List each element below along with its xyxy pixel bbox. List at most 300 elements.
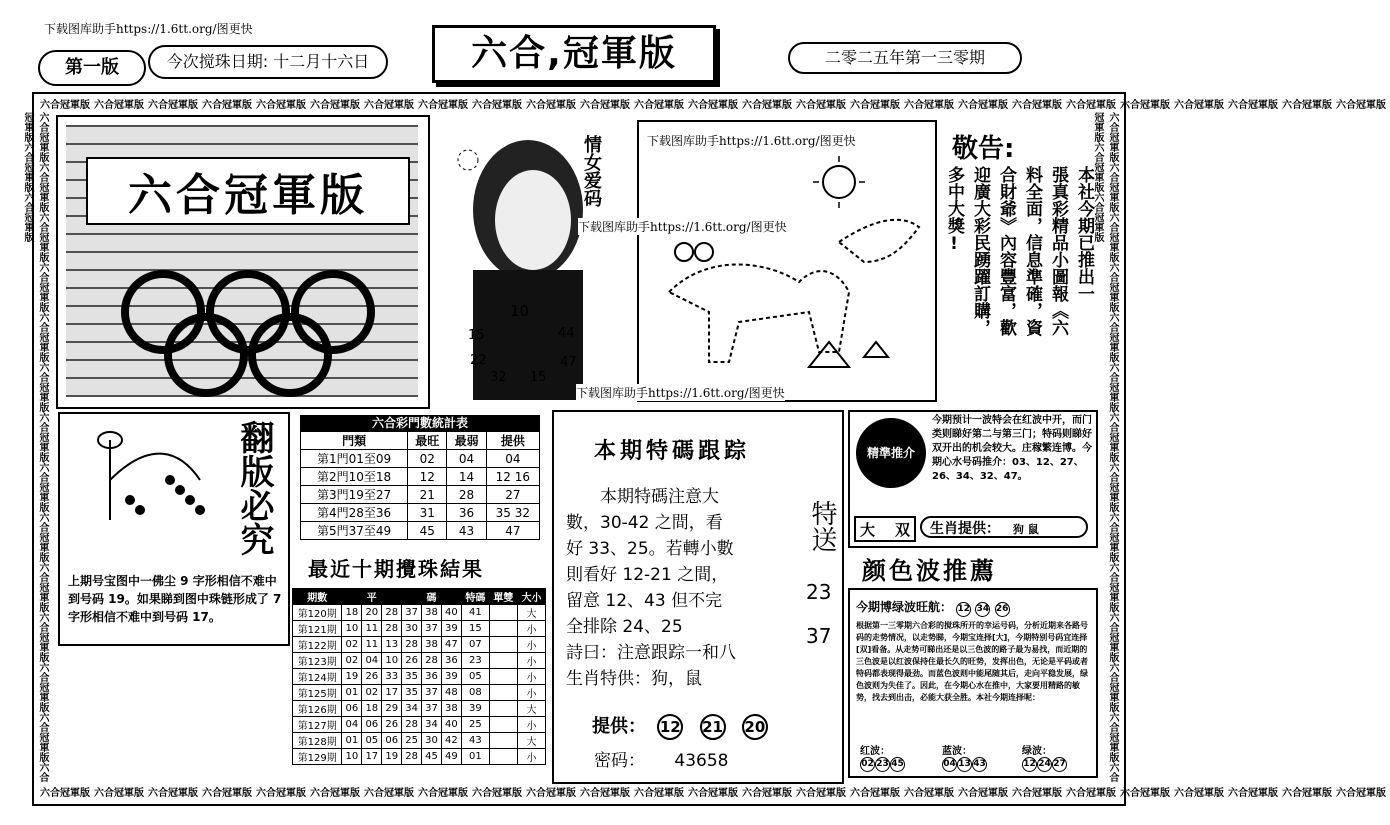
results-cell: 30	[422, 733, 442, 749]
border-text: 六合冠軍版	[1107, 612, 1118, 662]
results-cell: 02	[342, 653, 362, 669]
border-text: 六合冠軍版	[1336, 100, 1386, 111]
border-text: 六合冠軍版	[256, 100, 306, 111]
border-pattern-right	[1092, 112, 1120, 782]
flip-title: 翻版必究	[234, 420, 274, 556]
zodiac-pill	[920, 516, 1088, 538]
results-cell	[489, 653, 517, 669]
predict-badge: 精準推介	[856, 418, 926, 488]
track-text	[566, 484, 801, 692]
border-text: 六合冠軍版	[37, 412, 48, 462]
border-text: 六合冠軍版	[364, 788, 414, 799]
results-cell: 35	[402, 669, 422, 685]
results-header: 特碼	[461, 589, 489, 605]
results-cell: 小	[517, 749, 545, 765]
flip-panel	[58, 412, 290, 646]
notice-column: 本社今期已推出一	[1074, 166, 1094, 302]
track-line: 留意 12、43 但不完	[566, 591, 723, 611]
border-text: 六合冠軍版	[37, 612, 48, 662]
results-cell: 06	[342, 701, 362, 717]
results-cell: 小	[517, 621, 545, 637]
door-table-panel	[300, 415, 540, 540]
border-text: 六合冠軍版	[1282, 788, 1332, 799]
results-cell: 小	[517, 717, 545, 733]
border-text: 六合冠軍版	[1107, 712, 1118, 762]
border-text: 六合冠軍版	[37, 212, 48, 262]
results-cell: 48	[441, 685, 461, 701]
border-text: 六合冠軍版	[1228, 100, 1278, 111]
border-pattern-left	[22, 112, 50, 782]
notice-column: 張真彩精品小圖報《六	[1048, 166, 1068, 336]
border-text: 六合冠軍版	[1107, 462, 1118, 512]
border-text: 六合冠軍版	[1107, 412, 1118, 462]
results-cell: 大	[517, 701, 545, 717]
results-cell: 25	[402, 733, 422, 749]
results-table	[292, 588, 546, 765]
hot-ball: 26	[995, 602, 1010, 617]
results-cell: 45	[422, 749, 442, 765]
results-cell: 20	[362, 605, 382, 621]
border-text: 六合冠軍版	[526, 100, 576, 111]
door-table-row	[301, 450, 540, 468]
border-text: 六合冠軍版	[22, 142, 33, 192]
results-cell: 01	[342, 733, 362, 749]
border-text: 六合冠軍版	[1012, 100, 1062, 111]
double-label: 双	[894, 521, 910, 539]
color-analysis-text: 根据第一三零期六合彩的搅珠所开的幸运号码，分析近期来各路号码的走势情况，以走势睇，今期宝连择[大]，今期特别号码宜连择[双]看备。从走势可睇出还是以三色波的路子最为易找，而近期的三色波是以红波保持住最长久的旺势，发挥出色，无论是平码或者特码都表现得最劲。而蓝色波则中能尾随其后，走向平稳发展，绿色波则为失佳了。因此，在今期心水在推中，大家要用精路的敏势，找去到出击，必能大获全胜。本社今期连择呢：	[856, 621, 1088, 702]
red-wave-label: 红波：	[860, 746, 890, 757]
results-cell: 02	[362, 685, 382, 701]
border-text: 六合冠軍版	[37, 662, 48, 712]
code-row	[594, 746, 729, 771]
results-cell: 第121期	[293, 621, 342, 637]
results-cell: 34	[402, 701, 422, 717]
results-cell: 26	[362, 669, 382, 685]
border-text: 六合冠軍版	[1107, 512, 1118, 562]
border-text: 六合冠軍版	[634, 788, 684, 799]
results-cell: 19	[382, 749, 402, 765]
door-table-cell: 14	[447, 468, 486, 486]
border-text: 六合冠軍版	[1092, 112, 1118, 782]
track-panel	[552, 410, 844, 784]
results-cell: 17	[382, 685, 402, 701]
hot-ball: 34	[975, 602, 990, 617]
results-title: 最近十期攪珠結果	[308, 557, 484, 581]
supply-ball: 12	[657, 714, 683, 740]
code-label: 密码：	[594, 751, 645, 771]
border-pattern-bottom	[40, 784, 1386, 799]
track-title: 本期特碼跟踪	[594, 439, 751, 464]
border-text: 六合冠軍版	[37, 112, 48, 162]
green-wave-ball: 12	[1022, 757, 1037, 772]
results-cell: 17	[362, 749, 382, 765]
sketch-panel	[637, 120, 937, 402]
border-text: 六合冠軍版	[1282, 100, 1332, 111]
border-text: 六合冠軍版	[310, 100, 360, 111]
results-cell: 第126期	[293, 701, 342, 717]
border-text: 六合冠軍版	[1107, 362, 1118, 412]
border-text: 六合冠軍版	[37, 712, 48, 762]
red-wave-ball: 23	[875, 757, 890, 772]
results-cell: 30	[402, 621, 422, 637]
results-cell: 38	[422, 605, 442, 621]
border-text: 六合冠軍版	[472, 788, 522, 799]
results-row	[293, 653, 546, 669]
track-line: 本期特碼注意大	[600, 487, 719, 507]
results-cell: 小	[517, 669, 545, 685]
results-cell: 15	[461, 621, 489, 637]
border-text: 六合冠軍版	[688, 100, 738, 111]
results-cell: 41	[461, 605, 489, 621]
results-header: 碼	[402, 589, 462, 605]
door-table-header: 最旺	[408, 432, 447, 450]
zodiac-label: 生肖提供：	[930, 521, 1000, 537]
blue-wave-ball: 13	[957, 757, 972, 772]
door-table-cell: 第2門10至18	[301, 468, 408, 486]
results-cell: 36	[441, 653, 461, 669]
border-text: 六合冠軍版	[580, 788, 630, 799]
border-text: 六合冠軍版	[1174, 100, 1224, 111]
results-cell	[489, 701, 517, 717]
border-text: 六合冠軍版	[1107, 662, 1118, 712]
results-cell: 43	[461, 733, 489, 749]
border-text: 六合冠軍版	[1107, 112, 1118, 162]
border-text: 六合冠軍版	[37, 462, 48, 512]
border-text: 六合冠軍版	[40, 100, 90, 111]
results-cell: 28	[422, 653, 442, 669]
notice-panel	[940, 118, 1100, 408]
green-wave-ball: 27	[1052, 757, 1067, 772]
results-cell	[489, 717, 517, 733]
green-wave-label: 绿波：	[1022, 746, 1052, 757]
results-cell: 39	[441, 621, 461, 637]
results-cell: 40	[441, 717, 461, 733]
photo-number: 44	[558, 326, 575, 341]
border-text: 六合冠軍版	[364, 100, 414, 111]
door-table-cell: 43	[447, 522, 486, 540]
track-line: 全排除 24、25	[566, 617, 683, 637]
notice-column: 合財爺》內容豐富，歡	[996, 166, 1016, 336]
results-cell: 47	[441, 637, 461, 653]
results-cell: 第123期	[293, 653, 342, 669]
track-line: 則看好 12-21 之間，	[566, 565, 729, 585]
results-cell: 05	[362, 733, 382, 749]
border-text: 六合冠軍版	[310, 788, 360, 799]
border-text: 六合冠軍版	[1107, 262, 1118, 312]
border-text: 六合冠軍版	[37, 162, 48, 212]
results-cell: 第124期	[293, 669, 342, 685]
border-text: 六合冠軍版	[1092, 142, 1103, 192]
track-line: 好 33、25。若轉小數	[566, 539, 734, 559]
results-cell: 10	[342, 621, 362, 637]
results-cell	[489, 637, 517, 653]
special-number: 23	[806, 580, 832, 604]
door-table-cell: 第4門28至36	[301, 504, 408, 522]
results-cell: 37	[422, 701, 442, 717]
photo-side-title: 情女爱码	[581, 135, 602, 207]
border-text: 六合冠軍版	[202, 788, 252, 799]
code-value: 43658	[674, 751, 729, 771]
logo-title: 六合冠軍版	[86, 157, 410, 225]
border-text: 六合冠軍版	[742, 100, 792, 111]
notice-column: 多中大獎!	[944, 166, 964, 254]
notice-column: 料全面，信息準確，資	[1022, 166, 1042, 336]
supply-ball: 21	[700, 714, 726, 740]
border-text: 六合冠軍版	[37, 262, 48, 312]
results-cell: 42	[441, 733, 461, 749]
results-cell: 38	[441, 701, 461, 717]
results-cell: 小	[517, 653, 545, 669]
results-cell: 06	[382, 733, 402, 749]
results-row	[293, 685, 546, 701]
photo-panel	[428, 120, 628, 410]
photo-number: 32	[490, 370, 507, 385]
results-cell	[489, 749, 517, 765]
results-header: 大小	[517, 589, 545, 605]
border-text: 六合冠軍版	[1228, 788, 1278, 799]
results-cell: 02	[342, 637, 362, 653]
results-cell: 28	[382, 621, 402, 637]
border-text: 六合冠軍版	[688, 788, 738, 799]
door-table-cell: 第5門37至49	[301, 522, 408, 540]
track-line: 數，30-42 之間，看	[566, 513, 723, 533]
border-text: 六合冠軍版	[958, 100, 1008, 111]
results-cell: 10	[382, 653, 402, 669]
border-text: 六合冠軍版	[37, 512, 48, 562]
results-row	[293, 605, 546, 621]
special-number: 37	[806, 624, 832, 648]
big-double-box	[854, 516, 916, 542]
border-text: 六合冠軍版	[580, 100, 630, 111]
results-cell: 19	[342, 669, 362, 685]
results-cell: 35	[402, 685, 422, 701]
door-table-cell: 31	[408, 504, 447, 522]
results-cell: 39	[441, 669, 461, 685]
results-cell: 37	[422, 685, 442, 701]
border-text: 六合冠軍版	[37, 362, 48, 412]
border-text: 六合冠軍版	[1120, 100, 1170, 111]
blue-wave-ball: 43	[972, 757, 987, 772]
door-table-cell: 21	[408, 486, 447, 504]
animal-sketch-image	[649, 152, 929, 392]
results-cell: 04	[342, 717, 362, 733]
predict-panel	[848, 410, 1098, 548]
notice-column: 迎廣大彩民踴躍訂購，	[970, 166, 990, 336]
border-text: 六合冠軍版	[148, 100, 198, 111]
results-cell: 29	[382, 701, 402, 717]
supply-ball: 20	[742, 714, 768, 740]
hot-row	[856, 598, 1010, 617]
red-wave-ball: 02	[860, 757, 875, 772]
results-cell: 08	[461, 685, 489, 701]
page-title: 六合,冠軍版	[432, 25, 716, 83]
border-text: 六合冠軍版	[22, 192, 33, 242]
photo-number: 22	[470, 353, 487, 368]
door-table-row	[301, 486, 540, 504]
predict-text: 今期预计一波特会在红波中开，而门类则睇好第二与第三门；特码则睇好双开出的机会较大。庄稼繁连博。今期心水号码推介：03、12、27、26、34、32、47。	[932, 415, 1092, 482]
results-cell: 28	[402, 749, 422, 765]
border-text: 六合冠軍版	[796, 100, 846, 111]
track-line: 詩曰：注意跟踪一和八	[566, 643, 736, 663]
zodiac-value: 狗 鼠	[1012, 523, 1039, 536]
border-text: 六合冠軍版	[418, 100, 468, 111]
door-table-header: 最弱	[447, 432, 486, 450]
red-wave-ball: 45	[890, 757, 905, 772]
door-table-caption: 六合彩門數統計表	[300, 415, 540, 431]
border-text: 六合冠軍版	[796, 788, 846, 799]
border-text: 六合冠軍版	[742, 788, 792, 799]
results-row	[293, 717, 546, 733]
door-table-cell: 12	[408, 468, 447, 486]
door-table-cell: 45	[408, 522, 447, 540]
border-text: 六合冠軍版	[1107, 562, 1118, 612]
border-text: 六合冠軍版	[22, 112, 48, 782]
results-header: 平	[342, 589, 402, 605]
watermark-sketch: 下载图库助手https://1.6tt.org/图更快	[647, 134, 856, 148]
flip-text: 上期号宝图中一佛尘 9 字形相信不难中到号码 19。如果睇到图中珠链形成了 7 字形相信不难中到号码 17。	[68, 574, 282, 624]
border-text: 六合冠軍版	[94, 100, 144, 111]
results-row	[293, 637, 546, 653]
results-cell: 01	[461, 749, 489, 765]
results-cell: 07	[461, 637, 489, 653]
watermark-top: 下载图库助手https://1.6tt.org/图更快	[44, 22, 253, 36]
color-panel	[848, 588, 1098, 778]
results-cell: 大	[517, 733, 545, 749]
watermark-middle: 下载图库助手https://1.6tt.org/图更快	[578, 220, 787, 234]
door-table-row	[301, 522, 540, 540]
results-cell: 第127期	[293, 717, 342, 733]
results-cell	[489, 733, 517, 749]
green-wave-group	[1022, 742, 1067, 772]
results-cell	[489, 669, 517, 685]
door-table-row	[301, 504, 540, 522]
border-text: 六合冠軍版	[1107, 212, 1118, 262]
results-cell: 第128期	[293, 733, 342, 749]
olympic-rings-image	[118, 267, 388, 397]
results-cell: 18	[362, 701, 382, 717]
border-text: 六合冠軍版	[958, 788, 1008, 799]
results-cell: 小	[517, 637, 545, 653]
results-cell	[489, 605, 517, 621]
door-table-header: 提供	[486, 432, 539, 450]
results-cell: 第120期	[293, 605, 342, 621]
results-cell: 18	[342, 605, 362, 621]
blue-wave-group	[942, 742, 987, 772]
door-table-cell: 35 32	[486, 504, 539, 522]
door-table-cell: 36	[447, 504, 486, 522]
results-cell: 26	[402, 653, 422, 669]
results-cell: 第129期	[293, 749, 342, 765]
results-cell: 34	[422, 717, 442, 733]
draw-date: 今次搅珠日期: 十二月十六日	[148, 45, 388, 79]
border-text: 六合冠軍版	[472, 100, 522, 111]
issue-number: 二零二五年第一三零期	[788, 42, 1022, 74]
border-text: 六合冠軍版	[1107, 312, 1118, 362]
results-row	[293, 669, 546, 685]
door-table-cell: 第1門01至09	[301, 450, 408, 468]
edition-badge: 第一版	[38, 50, 146, 86]
hot-label: 今期博绿波旺航：	[856, 600, 953, 614]
photo-number: 47	[560, 355, 577, 370]
results-cell: 33	[382, 669, 402, 685]
photo-number: 15	[468, 328, 485, 343]
door-table-cell: 12 16	[486, 468, 539, 486]
door-table-cell: 47	[486, 522, 539, 540]
door-table-cell: 04	[486, 450, 539, 468]
border-text: 六合冠軍版	[1066, 788, 1116, 799]
results-cell: 25	[461, 717, 489, 733]
border-text: 六合冠軍版	[1092, 192, 1103, 242]
results-row	[293, 749, 546, 765]
hot-ball: 12	[956, 602, 971, 617]
big-label: 大	[860, 521, 876, 539]
border-text: 六合冠軍版	[904, 100, 954, 111]
border-text: 六合冠軍版	[526, 788, 576, 799]
results-cell: 10	[342, 749, 362, 765]
results-row	[293, 733, 546, 749]
results-cell: 38	[422, 637, 442, 653]
results-cell: 28	[382, 605, 402, 621]
results-cell: 37	[402, 605, 422, 621]
border-text: 六合冠軍版	[634, 100, 684, 111]
results-cell: 36	[422, 669, 442, 685]
results-cell	[489, 685, 517, 701]
results-cell: 39	[461, 701, 489, 717]
results-row	[293, 701, 546, 717]
results-cell	[489, 621, 517, 637]
border-text: 六合冠軍版	[1120, 788, 1170, 799]
door-table	[300, 431, 540, 540]
border-pattern-top	[40, 96, 1386, 111]
door-table-cell: 02	[408, 450, 447, 468]
results-panel	[292, 588, 546, 765]
border-text: 六合冠軍版	[1107, 162, 1118, 212]
supply-label: 提供：	[592, 716, 646, 737]
door-table-row	[301, 468, 540, 486]
results-cell: 第122期	[293, 637, 342, 653]
results-cell: 40	[441, 605, 461, 621]
border-text: 六合冠軍版	[904, 788, 954, 799]
results-cell: 06	[362, 717, 382, 733]
results-header: 單雙	[489, 589, 517, 605]
border-text: 六合冠軍版	[202, 100, 252, 111]
border-text: 六合冠軍版	[94, 788, 144, 799]
notice-title: 敬告:	[952, 134, 1015, 164]
results-cell: 28	[402, 637, 422, 653]
results-cell: 23	[461, 653, 489, 669]
door-table-cell: 04	[447, 450, 486, 468]
border-text: 六合冠軍版	[850, 788, 900, 799]
door-table-cell: 27	[486, 486, 539, 504]
results-cell: 28	[402, 717, 422, 733]
border-text: 六合冠軍版	[418, 788, 468, 799]
border-text: 六合冠軍版	[1066, 100, 1116, 111]
door-table-cell: 第3門19至27	[301, 486, 408, 504]
whisk-bead-image	[70, 420, 220, 540]
red-wave-group	[860, 742, 905, 772]
door-table-cell: 28	[447, 486, 486, 504]
results-cell: 大	[517, 605, 545, 621]
border-text: 六合冠軍版	[1174, 788, 1224, 799]
blue-wave-label: 蓝波：	[942, 746, 972, 757]
results-cell: 13	[382, 637, 402, 653]
border-text: 六合冠軍版	[1012, 788, 1062, 799]
results-row	[293, 621, 546, 637]
results-cell: 05	[461, 669, 489, 685]
border-text: 六合冠軍版	[37, 312, 48, 362]
door-table-header: 門類	[301, 432, 408, 450]
results-cell: 01	[342, 685, 362, 701]
